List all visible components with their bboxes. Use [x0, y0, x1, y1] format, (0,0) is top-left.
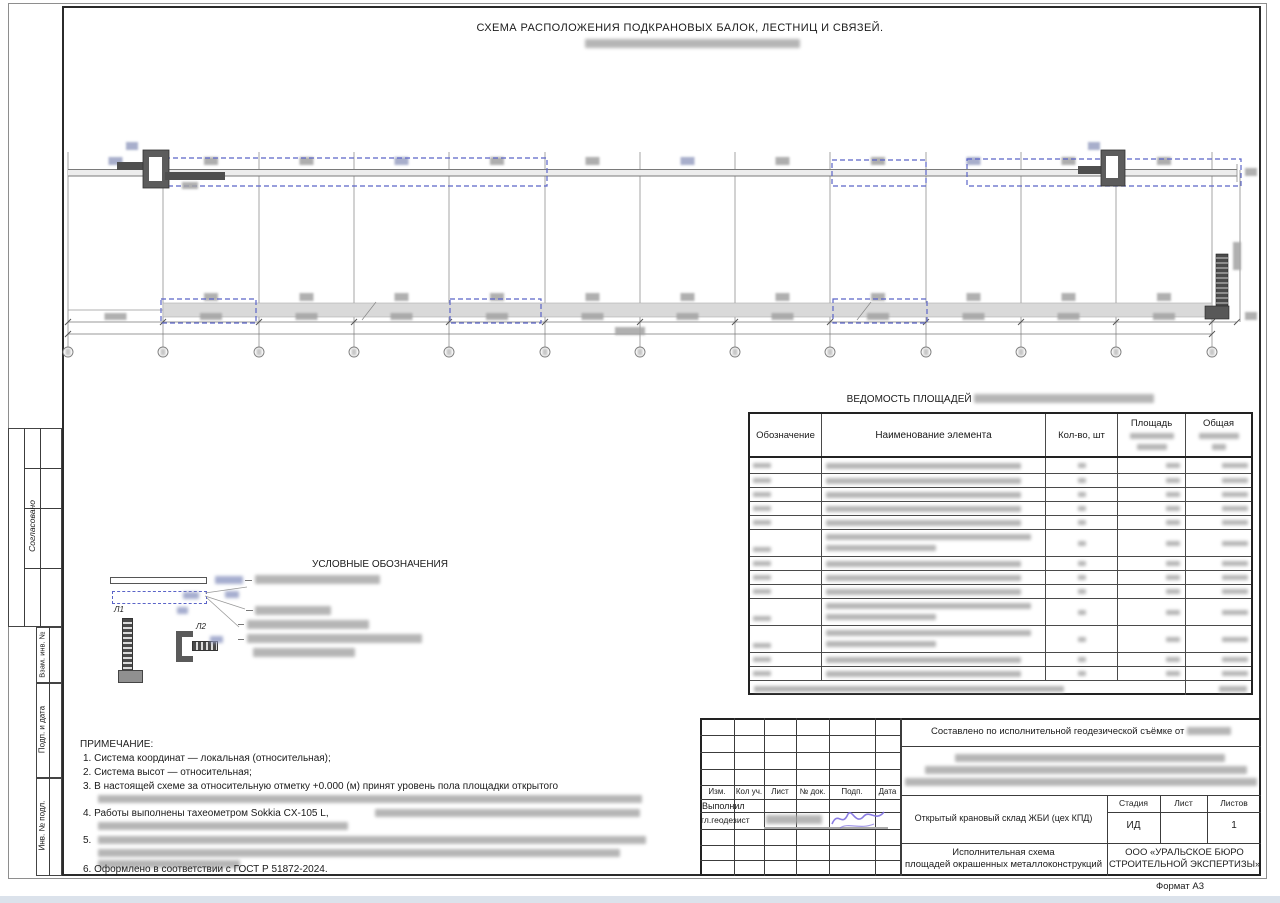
redacted-text	[253, 648, 355, 657]
table-row	[750, 501, 1251, 515]
col-podp: Подп.	[841, 787, 863, 796]
area-table-title	[748, 393, 1253, 405]
table-row	[750, 652, 1251, 666]
area-table	[748, 412, 1253, 695]
signature	[830, 806, 888, 832]
redacted-address-line	[925, 766, 1247, 774]
note-5: 5.	[83, 835, 92, 846]
table-row	[750, 487, 1251, 501]
col-data: Дата	[878, 787, 897, 796]
doc-title-line2: площадей окрашенных металлоконструкций	[904, 859, 1103, 870]
table-row	[750, 584, 1251, 598]
table-row	[750, 598, 1251, 625]
survey-note-text: Составлено по исполнительной геодезической съёмке от	[931, 726, 1185, 737]
col-ndok: № док.	[799, 787, 826, 796]
header-total: Общая	[1185, 414, 1251, 456]
survey-note	[902, 726, 1260, 737]
table-row	[750, 556, 1251, 570]
legend-ladder1-label: Л1	[114, 605, 124, 614]
stage-value: ИД	[1126, 820, 1141, 831]
viewer-bottom-strip	[0, 896, 1280, 903]
redacted-note-line	[375, 809, 640, 817]
table-row	[750, 473, 1251, 487]
col-izm: Изм.	[708, 787, 726, 796]
redacted-tag	[177, 607, 188, 614]
sheet-label: Лист	[1174, 798, 1193, 808]
legend-beam-symbol	[110, 577, 207, 584]
area-table-body	[750, 458, 1251, 695]
table-row	[750, 570, 1251, 584]
redacted-address-line	[955, 754, 1225, 762]
redacted-note-line	[98, 849, 620, 857]
redacted-text	[255, 606, 331, 615]
note-2: 2. Система высот — относительная;	[83, 767, 252, 778]
podp-label: Подп. и дата	[37, 705, 47, 754]
redacted-date	[1187, 727, 1231, 735]
redacted-note-line	[98, 836, 646, 844]
note-1: 1. Система координат — локальная (относительная);	[83, 753, 331, 764]
redacted-tag	[215, 576, 243, 584]
legend-connector-lines	[195, 585, 255, 645]
redacted-name	[766, 815, 822, 824]
inv-label: Инв. № подл.	[37, 800, 47, 851]
header-area: Площадь	[1117, 414, 1185, 456]
sheets-label: Листов	[1220, 798, 1248, 808]
area-table-title-text: ВЕДОМОСТЬ ПЛОЩАДЕЙ	[846, 394, 972, 405]
org-name-line2: СТРОИТЕЛЬНОЙ ЭКСПЕРТИЗЫ»	[1109, 859, 1261, 870]
header-qty: Кол-во, шт	[1045, 414, 1117, 456]
sheet-title: СХЕМА РАСПОЛОЖЕНИЯ ПОДКРАНОВЫХ БАЛОК, ЛЕСТНИЦ И СВЯЗЕЙ.	[476, 22, 884, 34]
format-label: Формат А3	[1155, 881, 1204, 892]
org-name-line1: ООО «УРАЛЬСКОЕ БЮРО	[1125, 847, 1244, 858]
vzam-label: Взам. инв. №	[37, 631, 47, 678]
stage-label: Стадия	[1119, 798, 1148, 808]
col-list: Лист	[771, 787, 789, 796]
legend-ladder2-label: Л2	[196, 622, 206, 631]
table-row	[750, 666, 1251, 680]
area-table-header	[750, 414, 1251, 458]
table-row	[750, 458, 1251, 473]
redacted-title-tail	[974, 394, 1154, 403]
project-name: Открытый крановый склад ЖБИ (цех КПД)	[914, 813, 1093, 823]
note-3: 3. В настоящей схеме за относительную отметку +0.000 (м) принят уровень пола площадки открытого	[83, 781, 559, 792]
doc-title-line1: Исполнительная схема	[952, 847, 1055, 858]
table-row	[750, 625, 1251, 652]
ladder-symbol	[122, 618, 133, 672]
performed-label: Выполнил	[702, 801, 745, 811]
agreed-label: Согласовано	[27, 500, 37, 552]
header-element: Наименование элемента	[821, 414, 1045, 456]
plan-drawing	[62, 130, 1262, 380]
legend-title: УСЛОВНЫЕ ОБОЗНАЧЕНИЯ	[312, 559, 448, 570]
redacted-text	[255, 575, 380, 584]
redacted-subtitle	[585, 39, 800, 48]
redacted-text	[247, 620, 369, 629]
header-designation: Обозначение	[756, 429, 815, 441]
table-row	[750, 515, 1251, 529]
redacted-address-line	[905, 778, 1257, 786]
table-row	[750, 680, 1251, 695]
redacted-text	[247, 634, 422, 643]
col-koluch: Кол уч.	[735, 787, 763, 796]
notes-title: ПРИМЕЧАНИЕ:	[80, 739, 154, 750]
redacted-note-line	[98, 822, 348, 830]
ladder-foot	[118, 670, 143, 683]
note-6: 6. Оформлено в соответствии с ГОСТ Р 51872-2024.	[83, 864, 328, 875]
note-4: 4. Работы выполнены тахеометром Sokkia CX-105 L,	[83, 808, 329, 819]
sheets-value: 1	[1231, 820, 1237, 831]
role-label: гл.геодезист	[701, 815, 750, 825]
redacted-note-line	[98, 795, 642, 803]
table-row	[750, 529, 1251, 556]
